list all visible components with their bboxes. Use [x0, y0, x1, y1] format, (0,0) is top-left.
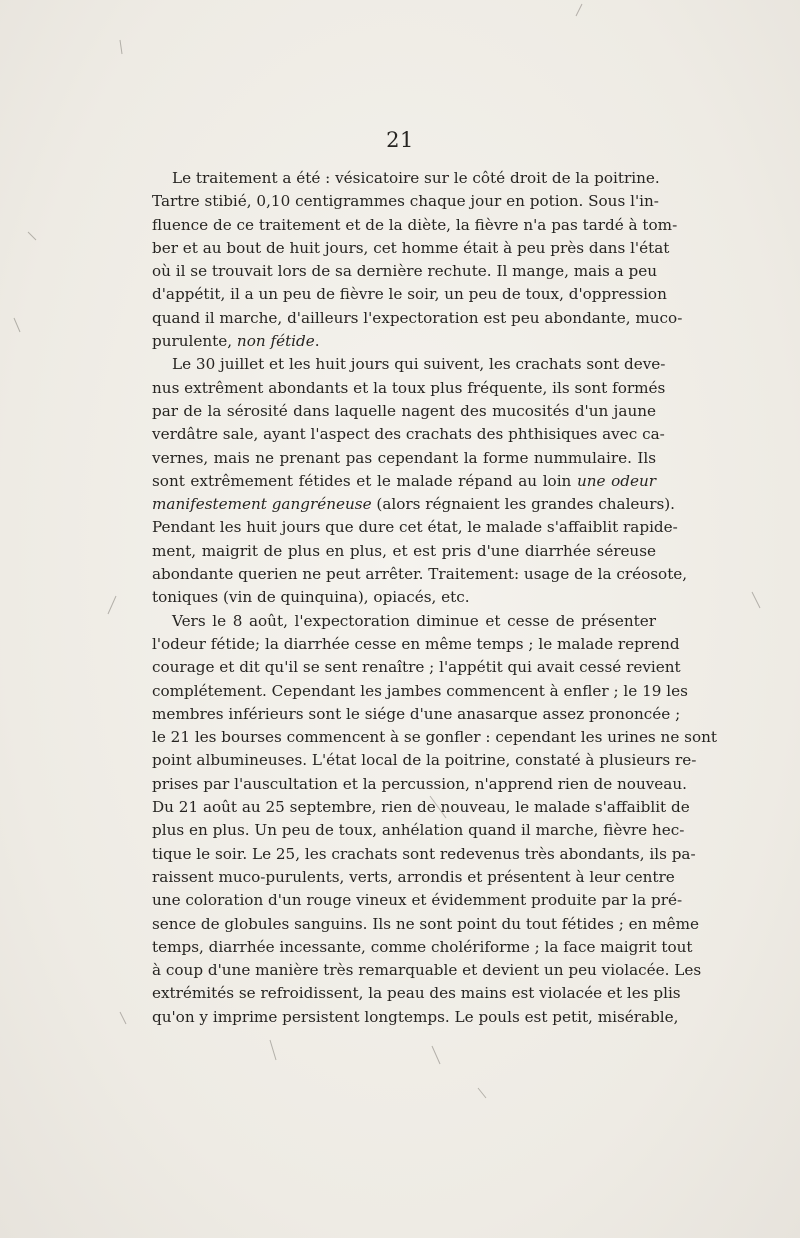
text-line: Le traitement a été : vésicatoire sur le côté droit de la poitrine.	[172, 169, 660, 187]
text-line: fluence de ce traitement et de la diète, la fièvre n'a pas tardé à tom-	[152, 215, 678, 234]
text-line: raissent muco-purulents, verts, arrondis et présentent à leur centre	[152, 867, 675, 886]
text-run: .	[314, 332, 320, 351]
italic-run: une odeur	[576, 471, 656, 490]
paragraph-3	[152, 610, 717, 1029]
text-line: Du 21 août au 25 septembre, rien de nouveau, le malade s'affaiblit de	[152, 798, 690, 817]
text-line	[152, 493, 676, 516]
text-line	[152, 330, 656, 353]
stray-mark	[28, 232, 36, 240]
italic-run: manifestement gangréneuse	[152, 495, 372, 514]
text-line: nus extrêment abondants et la toux plus fréquente, ils sont formés	[152, 378, 666, 397]
stray-mark	[478, 1088, 486, 1098]
text-line: abondante querien ne peut arrêter. Traitement: usage de la créosote,	[152, 565, 688, 584]
stray-mark	[576, 4, 582, 16]
body-text	[152, 167, 717, 1029]
page-number: 21	[386, 128, 414, 152]
text-line: temps, diarrhée incessante, comme cholériforme ; la face maigrit tout	[152, 937, 693, 956]
text-line: qu'on y imprime persistent longtemps. Le pouls est petit, misérable,	[152, 1007, 679, 1026]
stray-mark	[120, 1012, 126, 1024]
text-line: Vers le 8 août, l'expectoration diminue et cesse de présenter	[172, 611, 656, 630]
text-line: verdâtre sale, ayant l'aspect des crachats des phthisiques avec ca-	[152, 425, 665, 444]
text-line: par de la sérosité dans laquelle nagent des mucosités d'un jaune	[152, 401, 656, 420]
stray-mark	[270, 1040, 276, 1060]
stray-mark	[432, 1046, 440, 1064]
text-run: purulente,	[152, 332, 237, 351]
text-line	[152, 470, 656, 493]
stray-mark	[14, 318, 20, 332]
text-line: sence de globules sanguins. Ils ne sont point du tout fétides ; en même	[152, 914, 700, 933]
text-line: vernes, mais ne prenant pas cependant la forme nummulaire. Ils	[152, 448, 656, 467]
italic-run: non fétide	[236, 332, 315, 351]
text-line: où il se trouvait lors de sa dernière rechute. Il mange, mais a peu	[152, 262, 658, 281]
text-line: tique le soir. Le 25, les crachats sont redevenus très abondants, ils pa-	[152, 844, 696, 863]
text-line: plus en plus. Un peu de toux, anhélation quand il marche, fièvre hec-	[152, 821, 685, 840]
text-line: à coup d'une manière très remarquable et devient un peu violacée. Les	[152, 961, 702, 980]
stray-mark	[752, 592, 760, 608]
text-line: l'odeur fétide; la diarrhée cesse en même temps ; le malade reprend	[152, 634, 680, 653]
text-line: complétement. Cependant les jambes commencent à enfler ; le 19 les	[152, 681, 688, 700]
stray-mark	[120, 40, 122, 54]
text-line: extrémités se refroidissent, la peau des mains est violacée et les plis	[152, 984, 681, 1003]
text-line: ber et au bout de huit jours, cet homme était à peu près dans l'état	[152, 238, 670, 257]
text-line: une coloration d'un rouge vineux et évidemment produite par la pré-	[152, 891, 683, 910]
text-line: quand il marche, d'ailleurs l'expectoration est peu abondante, muco-	[152, 308, 683, 327]
text-run: (alors régnaient les grandes chaleurs).	[371, 495, 676, 514]
paragraph-1	[152, 167, 683, 353]
text-line: Le 30 juillet et les huit jours qui suivent, les crachats sont deve-	[172, 355, 666, 374]
text-line: prises par l'auscultation et la percussion, n'apprend rien de nouveau.	[152, 774, 687, 793]
text-line: point albumineuses. L'état local de la poitrine, constaté à plusieurs re-	[152, 751, 697, 770]
text-line: ment, maigrit de plus en plus, et est pris d'une diarrhée séreuse	[152, 541, 656, 560]
text-run: sont extrêmement fétides et le malade répand au loin	[152, 471, 577, 490]
text-line: d'appétit, il a un peu de fièvre le soir, un peu de toux, d'oppression	[152, 285, 667, 304]
text-line: le 21 les bourses commencent à se gonfler : cependant les urines ne sont	[152, 728, 717, 747]
text-line: Tartre stibié, 0,10 centigrammes chaque jour en potion. Sous l'in-	[152, 192, 659, 211]
stray-mark	[108, 596, 116, 614]
paragraph-2	[152, 353, 688, 609]
text-line: Pendant les huit jours que dure cet état, le malade s'affaiblit rapide-	[152, 518, 678, 537]
text-line: toniques (vin de quinquina), opiacés, etc.	[152, 588, 470, 607]
text-line: membres inférieurs sont le siége d'une anasarque assez prononcée ;	[152, 704, 681, 723]
text-line: courage et dit qu'il se sent renaître ; l'appétit qui avait cessé revient	[152, 658, 681, 677]
